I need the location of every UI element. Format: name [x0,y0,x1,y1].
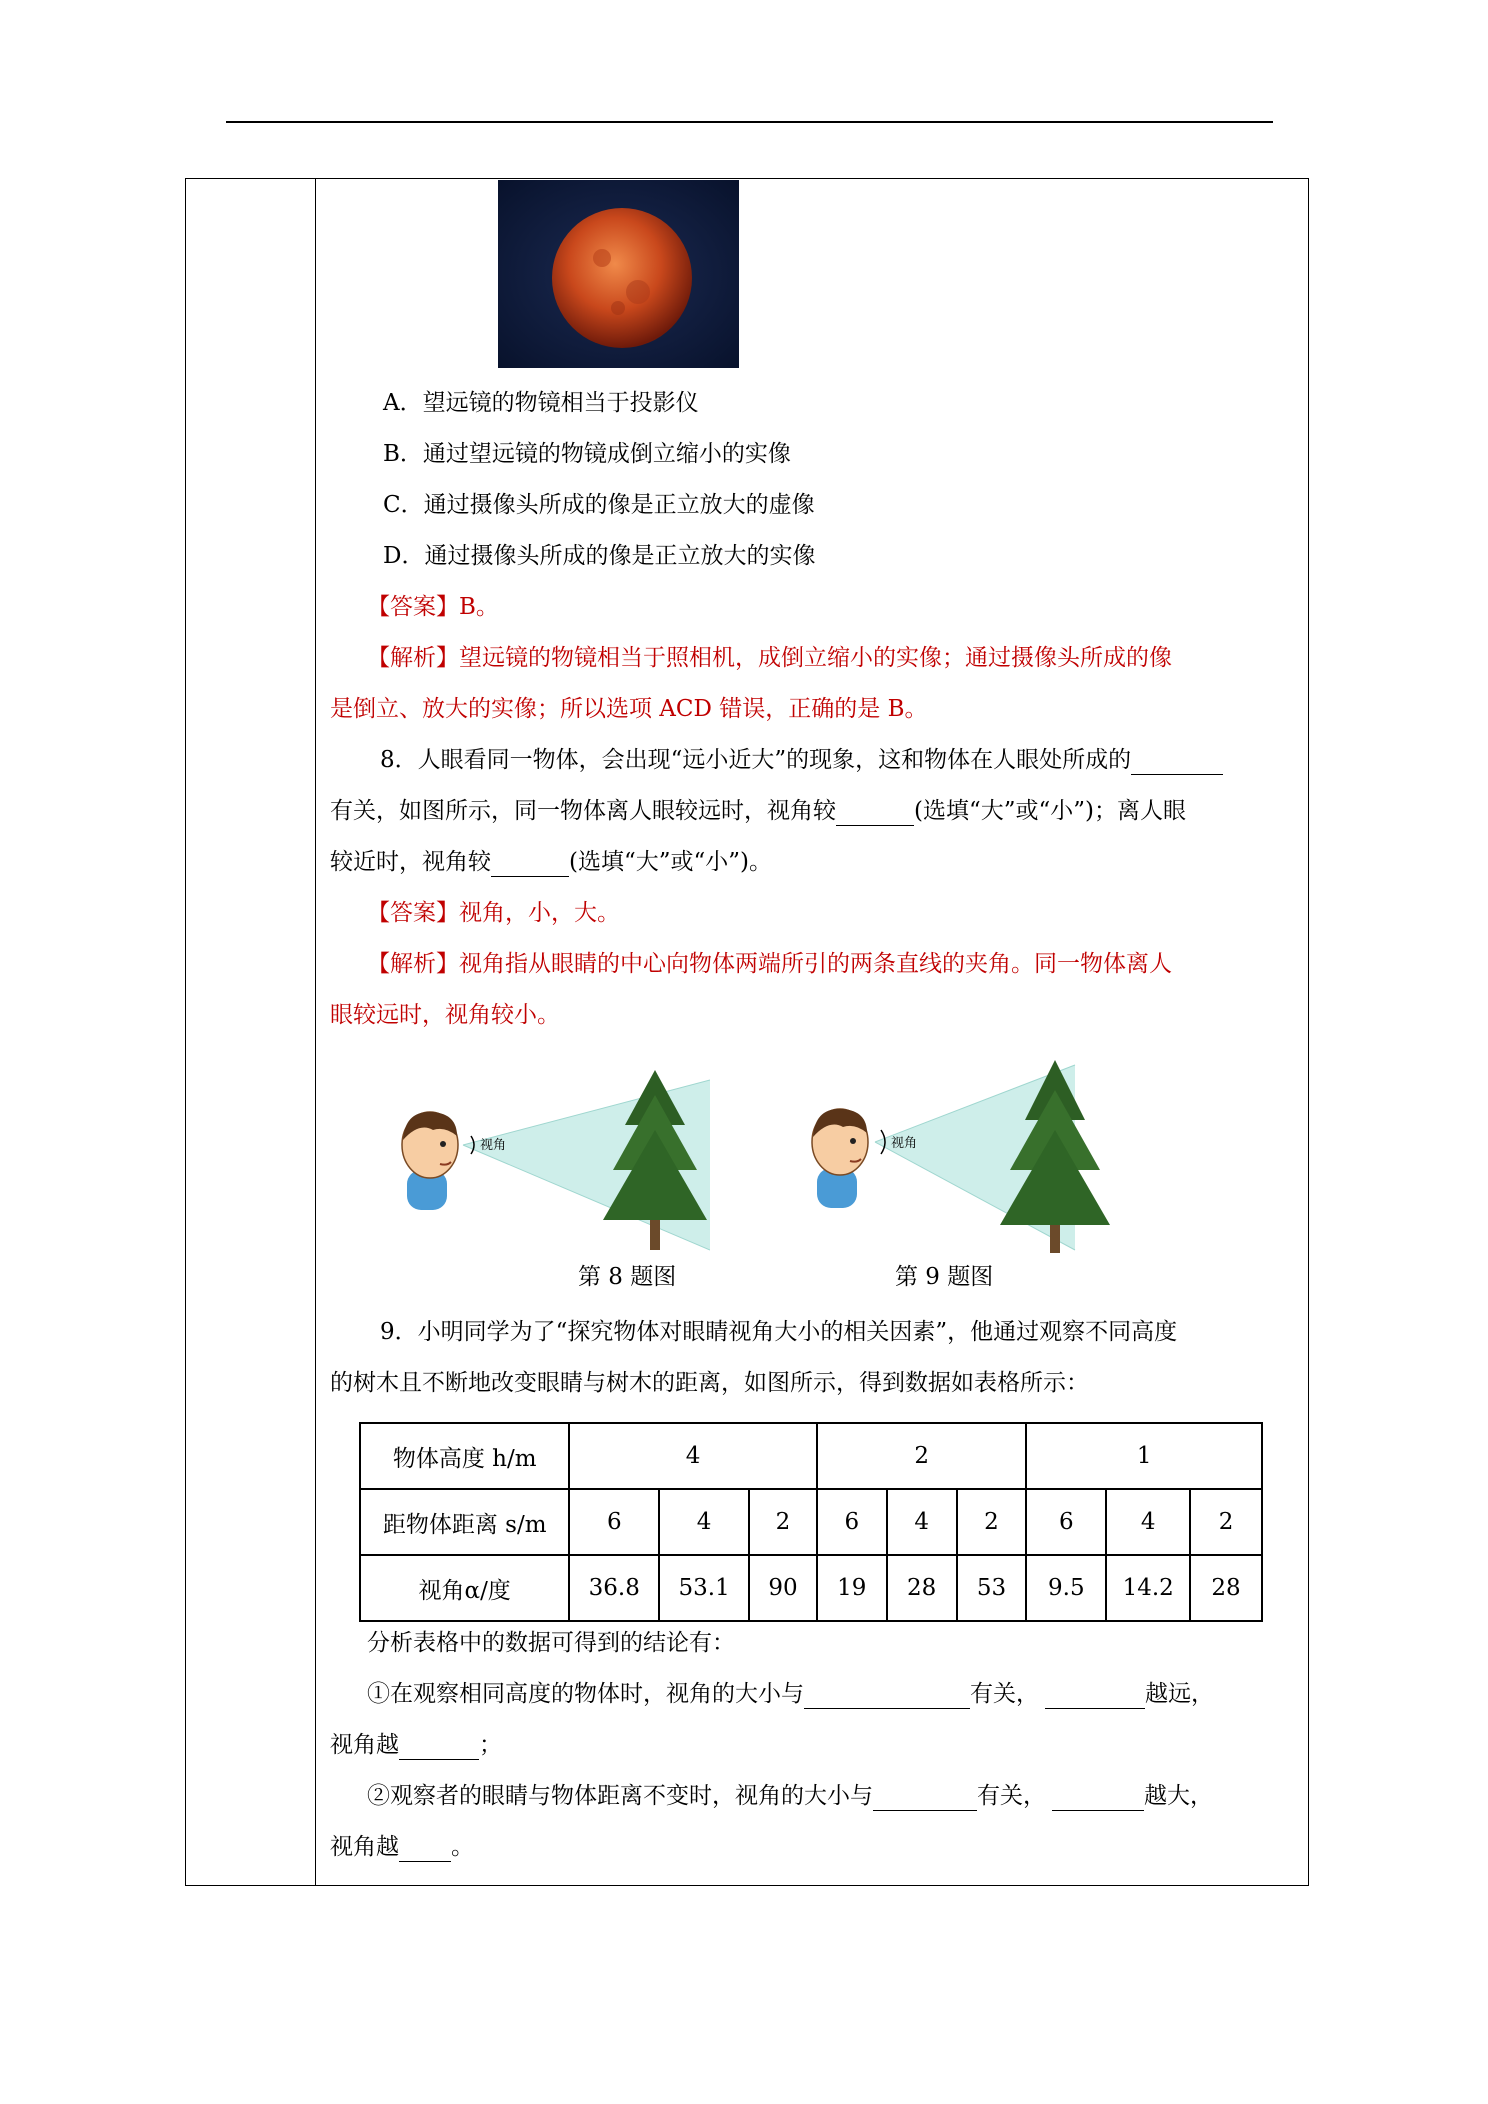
c2-text-b: 有关， [977,1783,1046,1809]
q8-text-5: (选填“大”或“小”)。 [569,849,772,875]
c2-text-c: 越大， [1144,1783,1213,1809]
c1-blank-3[interactable] [399,1735,479,1760]
table-cell: 36.8 [569,1555,659,1621]
table-cell: 2 [749,1489,817,1555]
c2-text-d: 视角越 [330,1834,399,1860]
q8-blank-2[interactable] [836,801,914,826]
q8-line2 [330,796,1186,826]
row-header-angle: 视角α/度 [360,1555,569,1621]
figure-9 [795,1060,1115,1255]
q9-line2: 的树木且不断地改变眼睛与树木的距离，如图所示，得到数据如表格所示： [330,1370,1089,1396]
moon-photo [498,180,739,368]
row-header-distance: 距物体距离 s/m [360,1489,569,1555]
table-cell: 53.1 [659,1555,749,1621]
conclusion-2-line1 [367,1781,1213,1811]
conclusion-2-line2 [330,1832,474,1862]
option-b: B．通过望远镜的物镜成倒立缩小的实像 [383,441,791,467]
c1-blank-2[interactable] [1045,1684,1145,1709]
option-d: D．通过摄像头所成的像是正立放大的实像 [383,543,816,569]
c1-text-b: 有关， [970,1681,1039,1707]
table-cell: 1 [1026,1423,1262,1489]
c2-blank-2[interactable] [1052,1786,1144,1811]
q8-blank-3[interactable] [491,852,569,877]
table-cell: 14.2 [1106,1555,1190,1621]
c2-blank-3[interactable] [399,1837,451,1862]
c2-blank-1[interactable] [873,1786,977,1811]
viewing-angle-far-illustration [385,1070,710,1255]
c1-text-d: 视角越 [330,1732,399,1758]
q7-analysis-line2: 是倒立、放大的实像；所以选项 ACD 错误，正确的是 B。 [330,696,928,722]
figure-8-caption: 第 8 题图 [578,1264,677,1290]
q8-line3 [330,847,772,877]
table-cell: 6 [569,1489,659,1555]
angle-label-1: 视角 [480,1138,507,1153]
q8-answer: 【答案】视角，小，大。 [367,900,620,926]
table-cell: 2 [1190,1489,1262,1555]
q8-analysis-line1: 【解析】视角指从眼睛的中心向物体两端所引的两条直线的夹角。同一物体离人 [367,951,1172,977]
table-row [360,1489,1262,1555]
c1-text-a: ①在观察相同高度的物体时，视角的大小与 [367,1681,804,1707]
figure-8 [385,1070,710,1255]
data-table [359,1422,1263,1622]
option-a: A．望远镜的物镜相当于投影仪 [383,390,699,416]
table-cell: 2 [817,1423,1027,1489]
table-cell: 9.5 [1026,1555,1106,1621]
q8-analysis-line2: 眼较远时，视角较小。 [330,1002,560,1028]
table-cell: 4 [569,1423,817,1489]
table-cell: 6 [1026,1489,1106,1555]
c2-text-a: ②观察者的眼睛与物体距离不变时，视角的大小与 [367,1783,873,1809]
boy-icon [812,1109,868,1208]
q8-blank-1[interactable] [1131,750,1223,775]
option-c: C．通过摄像头所成的像是正立放大的虚像 [383,492,815,518]
table-cell: 6 [817,1489,887,1555]
table-cell: 90 [749,1555,817,1621]
table-row [360,1555,1262,1621]
q9-line1: 9．小明同学为了“探究物体对眼睛视角大小的相关因素”，他通过观察不同高度 [380,1319,1178,1345]
column-divider [315,178,316,1886]
c2-text-e: 。 [451,1834,474,1860]
table-row [360,1423,1262,1489]
angle-label-2: 视角 [891,1136,918,1151]
conclusion-intro: 分析表格中的数据可得到的结论有： [367,1630,735,1656]
header-rule [226,121,1273,123]
q7-analysis-line1: 【解析】望远镜的物镜相当于照相机，成倒立缩小的实像；通过摄像头所成的像 [367,645,1172,671]
row-header-height: 物体高度 h/m [360,1423,569,1489]
conclusion-1-line2 [330,1730,502,1760]
table-cell: 19 [817,1555,887,1621]
table-cell: 28 [1190,1555,1262,1621]
table-cell: 2 [957,1489,1027,1555]
q8-text-1: 8．人眼看同一物体，会出现“远小近大”的现象，这和物体在人眼处所成的 [380,747,1132,773]
figure-9-caption: 第 9 题图 [895,1264,994,1290]
conclusion-1-line1 [367,1679,1214,1709]
blood-moon-image [498,180,739,368]
boy-icon [402,1112,458,1210]
c1-text-c: 越远， [1145,1681,1214,1707]
table-cell: 28 [887,1555,957,1621]
table-cell: 4 [1106,1489,1190,1555]
q8-text-4: 较近时，视角较 [330,849,491,875]
table-frame [185,178,1309,1886]
q8-text-3: (选填“大”或“小”)；离人眼 [914,798,1186,824]
table-cell: 53 [957,1555,1027,1621]
q8-line1 [380,745,1223,775]
table-cell: 4 [659,1489,749,1555]
q7-answer: 【答案】B。 [367,594,499,620]
c1-text-e: ； [479,1732,502,1758]
viewing-angle-near-illustration [795,1060,1115,1255]
table-cell: 4 [887,1489,957,1555]
q8-text-2: 有关，如图所示，同一物体离人眼较远时，视角较 [330,798,836,824]
c1-blank-1[interactable] [804,1684,970,1709]
